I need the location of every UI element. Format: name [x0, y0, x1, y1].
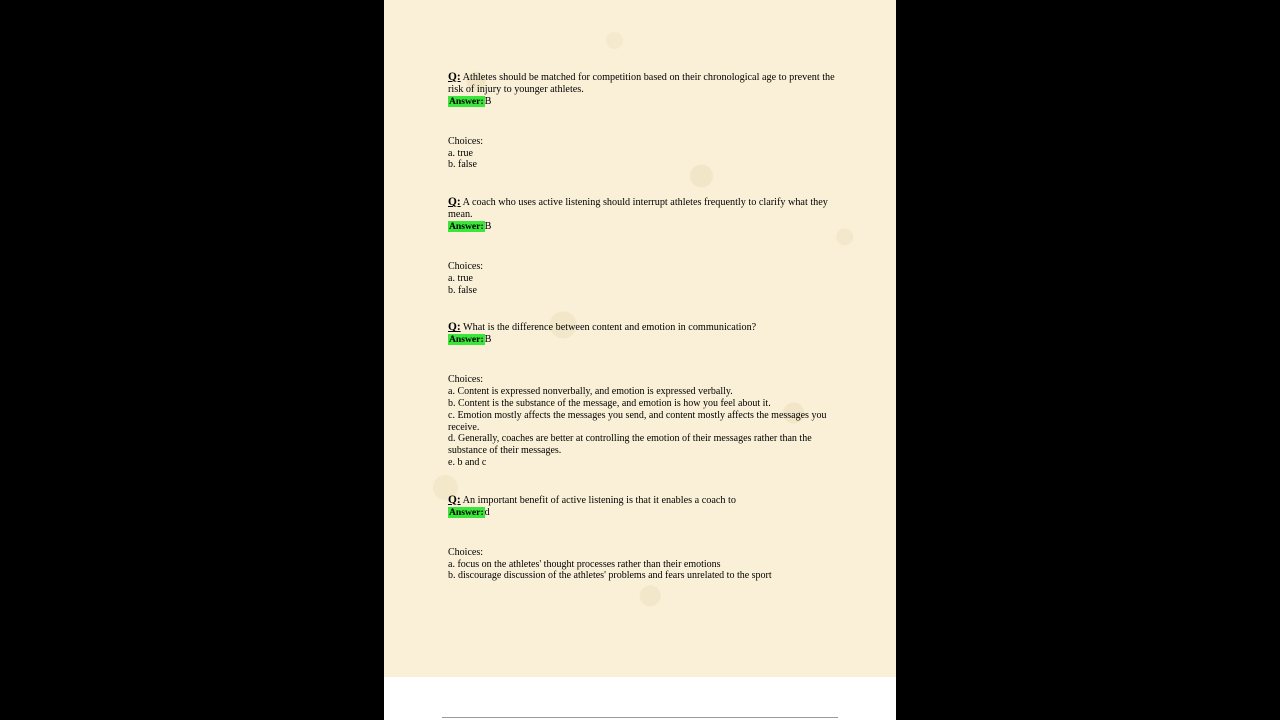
question-block — [448, 322, 844, 468]
question-text: A coach who uses active listening should interrupt athletes frequently to clarify what they mean. — [448, 197, 828, 220]
footer-divider — [442, 717, 838, 718]
answer-line — [448, 334, 844, 346]
question-line — [448, 197, 844, 221]
question-text: What is the difference between content and emotion in communication? — [463, 322, 757, 334]
question-label: Q: — [448, 493, 461, 506]
question-text: An important benefit of active listening is that it enables a coach to — [462, 494, 736, 506]
document-page — [384, 0, 896, 720]
choice-item: c. Emotion mostly affects the messages you send, and content mostly affects the messages you receive. — [448, 409, 827, 433]
choice-item: b. false — [448, 159, 477, 171]
choice-item: d. Generally, coaches are better at controlling the emotion of their messages rather than the substance of their messages. — [448, 433, 812, 457]
block-spacer — [448, 187, 844, 197]
choice-item: b. Content is the substance of the message, and emotion is how you feel about it. — [448, 397, 771, 409]
question-label: Q: — [448, 321, 461, 334]
block-spacer — [448, 312, 844, 322]
question-text: Athletes should be matched for competition based on their chronological age to prevent the risk of injury to younger athletes. — [448, 72, 835, 95]
choices-label: Choices: — [448, 135, 483, 147]
block-spacer — [448, 485, 844, 495]
choice-item: e. b and c — [448, 456, 487, 468]
answer-line — [448, 221, 844, 233]
answer-value: d — [484, 506, 490, 518]
answer-label: Answer: — [449, 220, 484, 232]
question-line — [448, 72, 844, 96]
document-content — [448, 72, 844, 598]
answer-label: Answer: — [449, 334, 484, 346]
choices-label: Choices: — [448, 374, 483, 386]
question-block — [448, 495, 844, 582]
choice-item: b. false — [448, 284, 477, 296]
choice-item: b. discourage discussion of the athletes' problems and fears unrelated to the sport — [448, 570, 772, 582]
question-label: Q: — [448, 196, 461, 209]
answer-value: B — [484, 334, 492, 346]
choice-item: a. Content is expressed nonverbally, and emotion is expressed verbally. — [448, 386, 733, 398]
answer-value: B — [484, 220, 492, 232]
answer-value: B — [484, 95, 492, 107]
question-line — [448, 322, 844, 334]
answer-label: Answer: — [449, 95, 484, 107]
answer-label: Answer: — [449, 506, 484, 518]
question-block — [448, 197, 844, 296]
question-block — [448, 72, 844, 171]
choices-label: Choices: — [448, 260, 483, 272]
page-footer-area — [384, 677, 896, 720]
choice-item: a. true — [448, 147, 473, 159]
choices-label: Choices: — [448, 546, 483, 558]
choice-item: a. true — [448, 272, 473, 284]
choice-item: a. focus on the athletes' thought processes rather than their emotions — [448, 558, 721, 570]
question-line — [448, 495, 844, 507]
answer-line — [448, 507, 844, 519]
question-label: Q: — [448, 71, 461, 83]
answer-line — [448, 96, 844, 108]
